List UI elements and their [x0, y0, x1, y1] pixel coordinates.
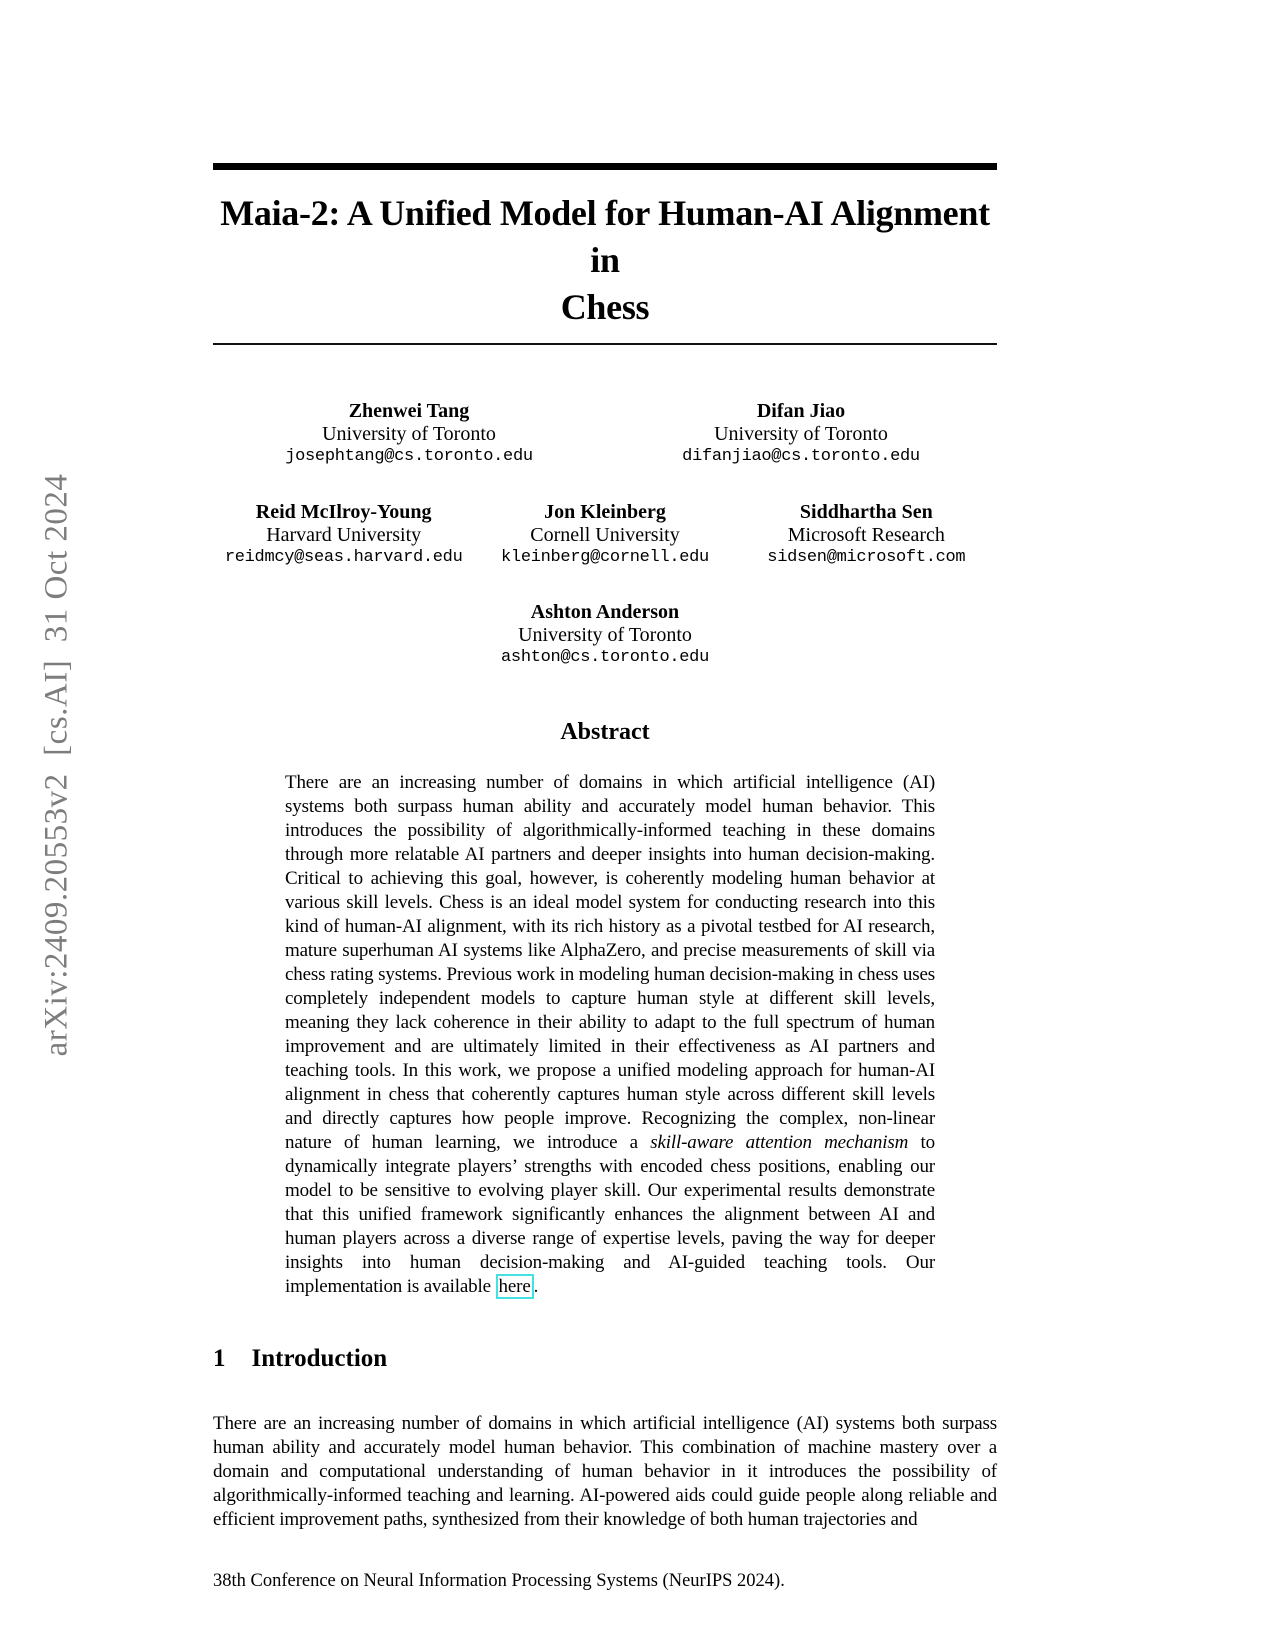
paper-title-line2: Chess: [560, 287, 650, 327]
section-title: Introduction: [251, 1345, 388, 1372]
section-heading-introduction: [213, 1343, 997, 1374]
title-bottom-rule: [213, 343, 997, 345]
author-email: ashton@cs.toronto.edu: [501, 648, 709, 667]
author-email: sidsen@microsoft.com: [767, 548, 966, 567]
author-card: [213, 600, 997, 669]
abstract-text: [285, 771, 935, 1299]
author-name: Zhenwei Tang: [348, 400, 470, 422]
author-card: [736, 500, 997, 569]
authors-row-3: [213, 600, 997, 669]
conference-footnote: 38th Conference on Neural Information Processing Systems (NeurIPS 2024).: [213, 1571, 785, 1591]
introduction-paragraph: There are an increasing number of domains in which artificial intelligence (AI) systems both surpass human ability and accurately model human behavior. This combination of machine mastery over a domain and computational understanding of human behavior in it introduces the possibility of algorithmically-informed teaching and learning. AI-powered aids could guide people along reliable and efficient improvement paths, synthesized from their knowledge of both human trajectories and: [213, 1413, 997, 1530]
title-top-rule: [213, 163, 997, 170]
author-card: [605, 399, 997, 468]
author-email: josephtang@cs.toronto.edu: [285, 447, 533, 466]
author-card: [213, 399, 605, 468]
authors-row-2: [213, 500, 997, 569]
author-email: kleinberg@cornell.edu: [501, 548, 709, 567]
author-name: Ashton Anderson: [530, 601, 680, 623]
abstract-segment-2: to dynamically integrate players’ strengths with encoded chess positions, enabling our model to be sensitive to evolving player skill. Our experimental results demonstrate that this unified framework significantly enhances the alignment between AI and human players across a diverse range of expertise levels, paving the way for deeper insights into human decision-making and AI-guided teaching tools. Our implementation is available: [285, 1132, 935, 1297]
abstract-heading: Abstract: [560, 719, 650, 745]
author-affiliation: University of Toronto: [518, 624, 692, 646]
author-card: [213, 500, 474, 569]
authors-row-1: [213, 399, 997, 468]
implementation-here-link[interactable]: here: [496, 1274, 534, 1299]
author-name: Jon Kleinberg: [544, 501, 666, 523]
author-card: [474, 500, 735, 569]
author-email: difanjiao@cs.toronto.edu: [682, 447, 920, 466]
author-name: Siddhartha Sen: [799, 501, 933, 523]
author-affiliation: Harvard University: [266, 524, 422, 546]
paper-title: [213, 190, 997, 331]
author-affiliation: University of Toronto: [714, 423, 888, 445]
author-affiliation: University of Toronto: [322, 423, 496, 445]
author-affiliation: Cornell University: [530, 524, 680, 546]
paper-title-line1: Maia-2: A Unified Model for Human-AI Alignment in: [220, 193, 990, 280]
author-email: reidmcy@seas.harvard.edu: [224, 548, 463, 567]
author-name: Reid McIlroy-Young: [255, 501, 432, 523]
abstract-segment-3: .: [533, 1276, 539, 1297]
abstract-italic-phrase: skill-aware attention mechanism: [650, 1132, 909, 1153]
author-name: Difan Jiao: [756, 400, 846, 422]
arxiv-watermark: arXiv:2409.20553v2 [cs.AI] 31 Oct 2024: [38, 473, 75, 1057]
section-number: 1: [213, 1345, 226, 1372]
author-affiliation: Microsoft Research: [787, 524, 945, 546]
abstract-segment-1: There are an increasing number of domains in which artificial intelligence (AI) systems both surpass human ability and accurately model human behavior. This introduces the possibility of algorithmically-informed teaching in these domains through more relatable AI partners and deeper insights into human decision-making. Critical to achieving this goal, however, is coherently modeling human behavior at various skill levels. Chess is an ideal model system for conducting research into this kind of human-AI alignment, with its rich history as a pivotal testbed for AI research, mature superhuman AI systems like AlphaZero, and precise measurements of skill via chess rating systems. Previous work in modeling human decision-making in chess uses completely independent models to capture human style at different skill levels, meaning they lack coherence in their ability to adapt to the full spectrum of human improvement and are ultimately limited in their effectiveness as AI partners and teaching tools. In this work, we propose a unified modeling approach for human-AI alignment in chess that coherently captures human style across different skill levels and directly captures how people improve. Recognizing the complex, non-linear nature of human learning, we introduce a: [285, 772, 935, 1153]
